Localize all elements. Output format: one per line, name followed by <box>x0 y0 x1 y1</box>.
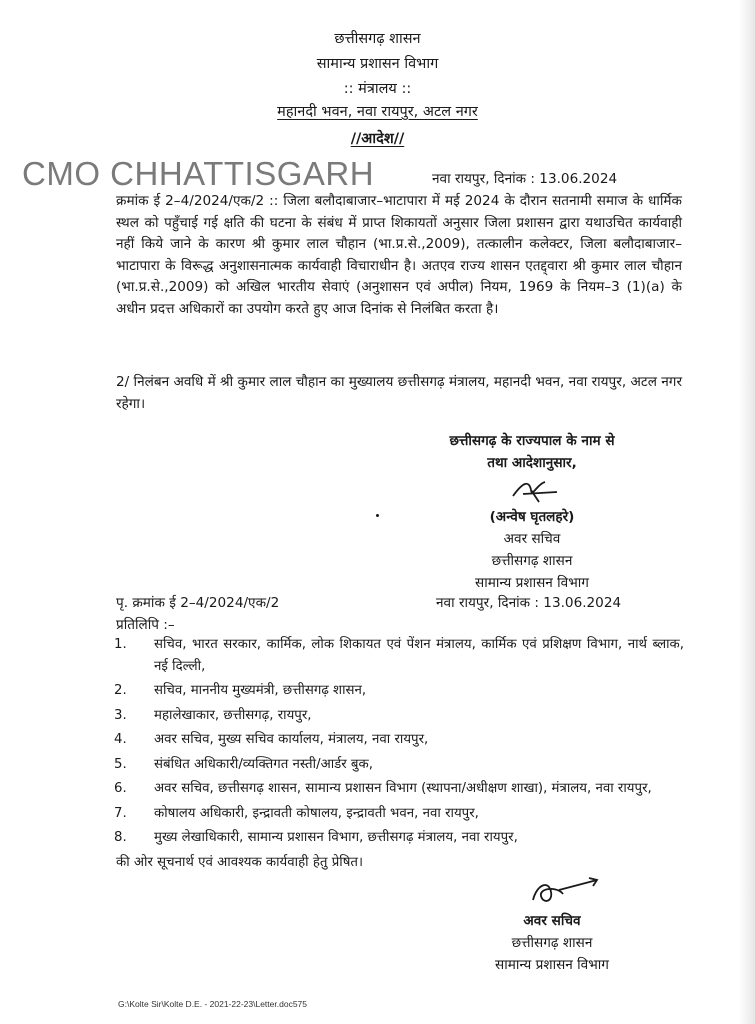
file-path-footer: G:\Kolte Sir\Kolte D.E. - 2021-22-23\Letter.doc575 <box>118 999 307 1009</box>
list-item: 3. महालेखाकार, छत्तीसगढ़, रायपुर, <box>114 707 312 723</box>
authority-line-2: तथा आदेशानुसार, <box>487 455 577 471</box>
order-title: //आदेश// <box>350 131 405 147</box>
signatory-dept: सामान्य प्रशासन विभाग <box>475 575 589 591</box>
endorsement-date: नवा रायपुर, दिनांक : 13.06.2024 <box>436 595 622 611</box>
list-item: 2. सचिव, माननीय मुख्यमंत्री, छत्तीसगढ़ शासन, <box>114 683 367 698</box>
list-item: 6. अवर सचिव, छत्तीसगढ़ शासन, सामान्य प्रशासन विभाग (स्थापना/अधीक्षण शाखा), मंत्रालय, नवा रायपुर, <box>114 781 652 796</box>
ink-dot <box>376 514 379 517</box>
copy-recipient-list <box>114 634 684 852</box>
signatory-designation-2: अवर सचिव <box>523 913 581 929</box>
header-govt: छत्तीसगढ़ शासन <box>334 31 421 47</box>
signature-mark-1 <box>505 476 575 506</box>
signature-mark-2 <box>523 876 603 910</box>
order-date: नवा रायपुर, दिनांक : 13.06.2024 <box>432 171 618 187</box>
page-edge-shadow <box>739 0 755 1024</box>
closing-line: की ओर सूचनार्थ एवं आवश्यक कार्यवाही हेतु प्रेषित। <box>116 855 364 870</box>
list-item: 8. मुख्य लेखाधिकारी, सामान्य प्रशासन विभाग, छत्तीसगढ़ मंत्रालय, नवा रायपुर, <box>114 830 518 845</box>
list-item: 4. अवर सचिव, मुख्य सचिव कार्यालय, मंत्रालय, नवा रायपुर, <box>114 732 429 747</box>
copy-label: प्रतिलिपि :– <box>116 617 175 633</box>
order-paragraph-2: 2/ निलंबन अवधि में श्री कुमार लाल चौहान का मुख्यालय छत्तीसगढ़ मंत्रालय, महानदी भवन, नवा रायपुर, अटल नगर रहेगा। <box>116 374 683 412</box>
authority-line-1: छत्तीसगढ़ के राज्यपाल के नाम से <box>449 433 615 449</box>
signature-block-2 <box>432 910 672 976</box>
list-item: 5. संबंधित अधिकारी/व्यक्तिगत नस्ती/आर्डर बुक, <box>114 756 373 772</box>
signatory-govt: छत्तीसगढ़ शासन <box>491 553 573 569</box>
signatory-details-1 <box>382 506 682 594</box>
watermark-text: CMO CHHATTISGARH <box>22 155 375 192</box>
header-department: सामान्य प्रशासन विभाग <box>316 56 439 72</box>
endorsement-ref: पृ. क्रमांक ई 2–4/2024/एक/2 <box>116 595 280 611</box>
signatory-govt-2: छत्तीसगढ़ शासन <box>511 935 593 951</box>
signature-block-1 <box>382 430 682 474</box>
header-ministry: :: मंत्रालय :: <box>343 81 412 97</box>
signatory-name: (अन्वेष घृतलहरे) <box>489 509 575 525</box>
header-address: महानदी भवन, नवा रायपुर, अटल नगर <box>277 104 478 120</box>
order-paragraph-1: क्रमांक ई 2–4/2024/एक/2 :: जिला बलौदाबाजार–भाटापारा में मई 2024 के दौरान सतनामी समाज के धार्मिक स्थल को पहुँचाई गई क्षति की घटना के संबंध में प्राप्त शिकायतों अनुसार जिला प्रशासन द्वारा यथाउचित कार्यवाही नहीं किये जाने के कारण श्री कुमार लाल चौहान (भा.प्र.से.,2009), तत्कालीन कलेक्टर, जिला बलौदाबाजार–भाटापारा के विरूद्ध अनुशासनात्मक कार्यवाही विचाराधीन है। अतएव राज्य शासन एतद्द्वारा श्री कुमार लाल चौहान (भा.प्र.से.,2009) को अखिल भारतीय सेवाएं (अनुशासन एवं अपील) नियम, 1969 के नियम–3 (1)(a) के अधीन प्रदत्त अधिकारों का उपयोग करते हुए आज दिनांक से निलंबित करता है। <box>116 193 682 317</box>
signatory-designation: अवर सचिव <box>503 531 561 547</box>
list-item: 1. सचिव, भारत सरकार, कार्मिक, लोक शिकायत एवं पेंशन मंत्रालय, कार्मिक एवं प्रशिक्षण विभाग, नार्थ ब्लाक, नई दिल्ली, <box>114 637 684 674</box>
signatory-dept-2: सामान्य प्रशासन विभाग <box>495 957 609 973</box>
list-item: 7. कोषालय अधिकारी, इन्द्रावती कोषालय, इन्द्रावती भवन, नवा रायपुर, <box>114 805 479 821</box>
